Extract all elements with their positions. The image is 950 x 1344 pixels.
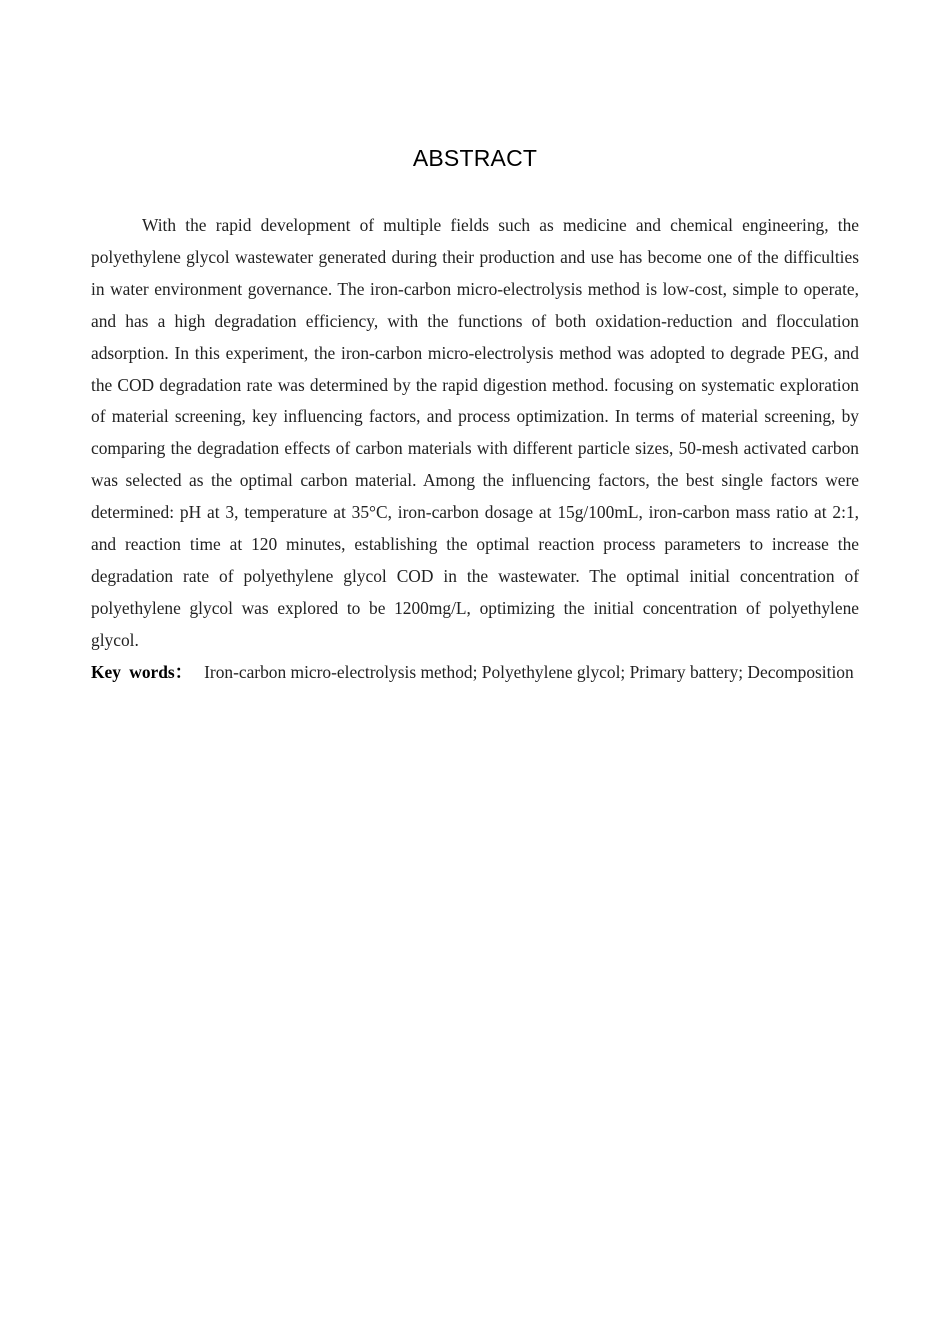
keywords-separator: ： bbox=[174, 662, 193, 682]
keywords-label: Key words bbox=[91, 662, 175, 682]
abstract-paragraph: With the rapid development of multiple fields such as medicine and chemical engineering, the polyethylene glycol wastewater generated during their production and use has become one of the difficulties in water environment governance. The iron-carbon micro-electrolysis method is low-cost, simple to operate, and has a high degradation efficiency, with the functions of both oxidation-reduction and flocculation adsorption. In this experiment, the iron-carbon micro-electrolysis method was adopted to degrade PEG, and the COD degradation rate was determined by the rapid digestion method. focusing on systematic exploration of material screening, key influencing factors, and process optimization. In terms of material screening, by comparing the degradation effects of carbon materials with different particle sizes, 50-mesh activated carbon was selected as the optimal carbon material. Among the influencing factors, the best single factors were determined: pH at 3, temperature at 35°C, iron-carbon dosage at 15g/100mL, iron-carbon mass ratio at 2:1, and reaction time at 120 minutes, establishing the optimal reaction process parameters to increase the degradation rate of polyethylene glycol COD in the wastewater. The optimal initial concentration of polyethylene glycol was explored to be 1200mg/L, optimizing the initial concentration of polyethylene glycol. bbox=[91, 215, 859, 650]
abstract-title: ABSTRACT bbox=[412, 145, 538, 171]
keywords-text: Iron-carbon micro-electrolysis method; Polyethylene glycol; Primary battery; Decomposition bbox=[204, 662, 854, 682]
keywords-line bbox=[91, 657, 859, 689]
